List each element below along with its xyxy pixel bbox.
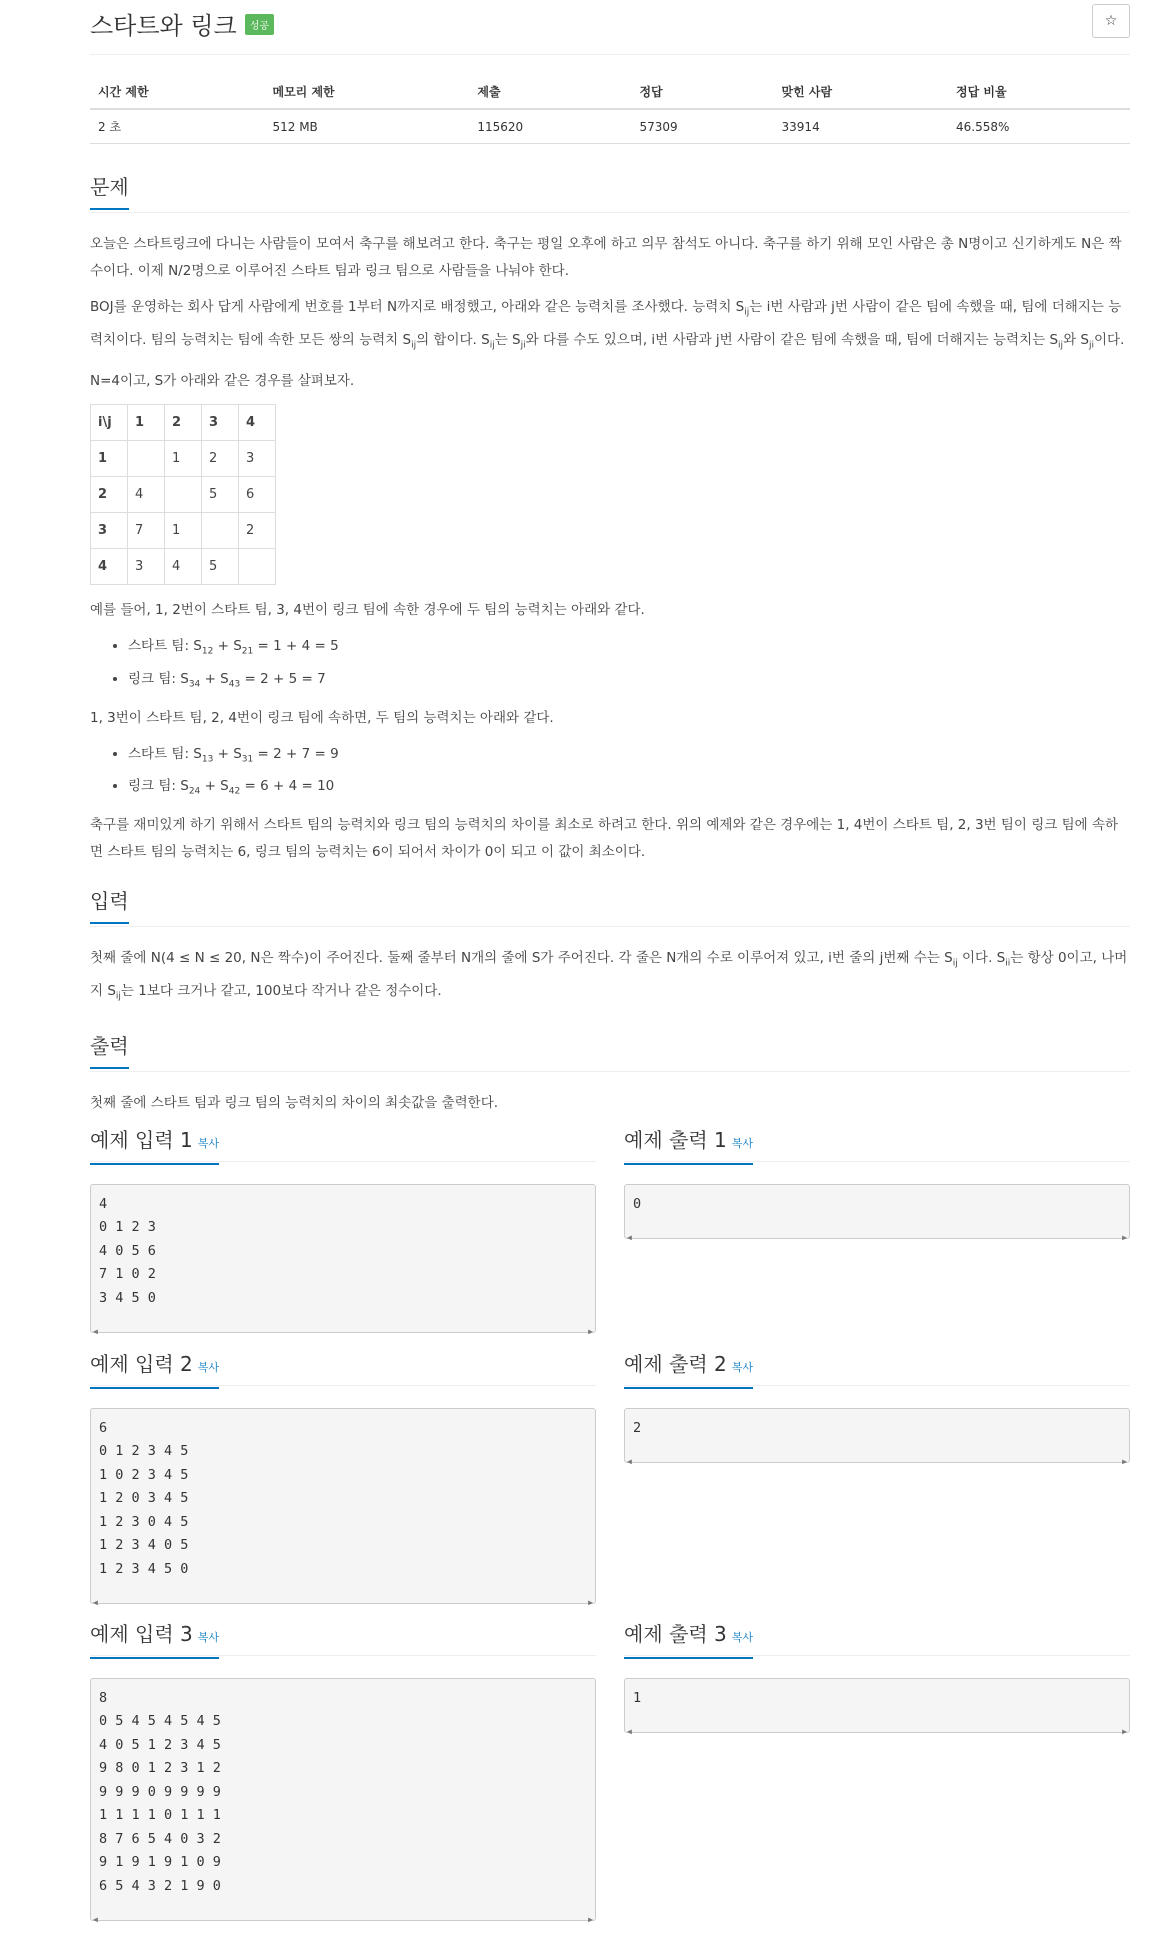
info-value: 46.558% bbox=[948, 109, 1130, 144]
sample-output-box[interactable] bbox=[624, 1184, 1130, 1240]
text: = 2 + 5 = 7 bbox=[240, 671, 326, 688]
table-cell: 2 bbox=[202, 441, 239, 477]
list-item bbox=[128, 633, 1130, 666]
problem-title: 스타트와 링크 bbox=[90, 12, 237, 40]
horizontal-scrollbar[interactable] bbox=[627, 1450, 1127, 1466]
table-cell: 1 bbox=[91, 441, 128, 477]
scroll-right-icon[interactable]: ▶ bbox=[1122, 1727, 1127, 1736]
table-cell: 1 bbox=[128, 405, 165, 441]
info-header: 시간 제한 bbox=[90, 75, 264, 109]
sample-data: 0 bbox=[633, 1195, 642, 1212]
paragraph bbox=[90, 294, 1130, 359]
copy-button[interactable]: 복사 bbox=[731, 1136, 753, 1150]
scroll-left-icon[interactable]: ◀ bbox=[93, 1915, 98, 1924]
sample-title-text: 예제 출력 1 bbox=[624, 1127, 727, 1152]
section-heading: 문제 bbox=[90, 174, 129, 210]
example-list bbox=[90, 633, 1130, 698]
scroll-right-icon[interactable]: ▶ bbox=[588, 1327, 593, 1336]
table-cell: 5 bbox=[202, 477, 239, 513]
table-cell bbox=[239, 549, 276, 585]
table-cell: 2 bbox=[239, 513, 276, 549]
sample-output-box[interactable] bbox=[624, 1408, 1130, 1464]
text: 와 S bbox=[1063, 331, 1089, 348]
text: + S bbox=[213, 745, 242, 762]
table-cell: 1 bbox=[165, 513, 202, 549]
subscript: ij bbox=[952, 958, 958, 969]
table-cell bbox=[165, 477, 202, 513]
sample-header bbox=[90, 1621, 596, 1656]
table-cell: 7 bbox=[128, 513, 165, 549]
sample-input-2 bbox=[90, 1351, 596, 1605]
subscript: ji bbox=[520, 340, 526, 351]
info-value[interactable]: 115620 bbox=[469, 109, 631, 144]
text: 링크 팀: S bbox=[128, 671, 189, 688]
sample-input-box[interactable] bbox=[90, 1408, 596, 1605]
subscript: ij bbox=[489, 340, 495, 351]
problem-info-table bbox=[90, 75, 1130, 144]
scroll-right-icon[interactable]: ▶ bbox=[588, 1598, 593, 1607]
table-cell: 4 bbox=[239, 405, 276, 441]
subscript: 42 bbox=[228, 787, 241, 798]
paragraph: 축구를 재미있게 하기 위해서 스타트 팀의 능력치와 링크 팀의 능력치의 차이를 최소로 하려고 한다. 위의 예제와 같은 경우에는 1, 4번이 스타트 팀, 2, 3번 팀이 링크 팀에 속하면 스타트 팀의 능력치는 6, 링크 팀의 능력치는 6이 되어서 차이가 0이 되고 이 값이 최소이다. bbox=[90, 817, 1119, 861]
horizontal-scrollbar[interactable] bbox=[93, 1320, 593, 1336]
text: 는 1보다 크거나 같고, 100보다 작거나 같은 정수이다. bbox=[120, 982, 442, 999]
info-header-row bbox=[90, 75, 1130, 109]
paragraph: 예를 들어, 1, 2번이 스타트 팀, 3, 4번이 링크 팀에 속한 경우에 두 팀의 능력치는 아래와 같다. bbox=[90, 602, 645, 619]
problem-description bbox=[90, 231, 1130, 866]
output-description bbox=[90, 1090, 1130, 1117]
sample-title bbox=[90, 1351, 219, 1389]
scroll-right-icon[interactable]: ▶ bbox=[1122, 1233, 1127, 1242]
sample-header bbox=[90, 1127, 596, 1162]
table-row bbox=[91, 477, 276, 513]
samples-area bbox=[90, 1127, 1130, 1947]
horizontal-scrollbar[interactable] bbox=[93, 1908, 593, 1924]
sample-input-box[interactable] bbox=[90, 1184, 596, 1334]
text: = 6 + 4 = 10 bbox=[240, 778, 335, 795]
ability-table bbox=[90, 404, 276, 585]
title-row bbox=[90, 0, 1130, 55]
sample-output-3 bbox=[624, 1621, 1130, 1734]
text: + S bbox=[213, 638, 242, 655]
info-header: 정답 비율 bbox=[948, 75, 1130, 109]
sample-header bbox=[624, 1621, 1130, 1656]
info-value[interactable]: 57309 bbox=[631, 109, 773, 144]
page-title bbox=[90, 6, 274, 41]
list-item bbox=[128, 773, 1130, 806]
table-row bbox=[91, 513, 276, 549]
problem-section-header bbox=[90, 172, 1130, 213]
text: 는 S bbox=[494, 331, 521, 348]
input-section-header bbox=[90, 886, 1130, 927]
subscript: ji bbox=[1088, 340, 1094, 351]
info-header: 맞힌 사람 bbox=[774, 75, 948, 109]
sample-output-box[interactable] bbox=[624, 1678, 1130, 1734]
table-cell: 3 bbox=[239, 441, 276, 477]
subscript: 13 bbox=[201, 754, 214, 765]
scroll-right-icon[interactable]: ▶ bbox=[1122, 1457, 1127, 1466]
subscript: ij bbox=[744, 307, 750, 318]
subscript: 31 bbox=[241, 754, 254, 765]
subscript: ij bbox=[411, 340, 417, 351]
table-cell: 4 bbox=[165, 549, 202, 585]
sample-data: 1 bbox=[633, 1689, 642, 1706]
section-heading: 출력 bbox=[90, 1033, 129, 1069]
info-value: 2 초 bbox=[90, 109, 264, 144]
paragraph: 오늘은 스타트링크에 다니는 사람들이 모여서 축구를 해보려고 한다. 축구는 평일 오후에 하고 의무 참석도 아니다. 축구를 하기 위해 모인 사람은 총 N명이고 신기하게도 N은 짝수이다. 이제 N/2명으로 이루어진 스타트 팀과 링크 팀으로 사람들을 나눠야 한다. bbox=[90, 236, 1122, 279]
sample-header bbox=[624, 1127, 1130, 1162]
text: 이다. bbox=[1093, 331, 1125, 348]
horizontal-scrollbar[interactable] bbox=[627, 1720, 1127, 1736]
list-item bbox=[128, 741, 1130, 774]
paragraph: 첫째 줄에 스타트 팀과 링크 팀의 능력치의 차이의 최솟값을 출력한다. bbox=[90, 1094, 499, 1111]
scroll-left-icon[interactable]: ◀ bbox=[93, 1598, 98, 1607]
table-cell bbox=[128, 441, 165, 477]
sample-data: 6 0 1 2 3 4 5 1 0 2 3 4 5 1 2 0 3 4 5 1 2 3 0 4 5 1 2 3 4 0 5 1 2 3 4 5 0 bbox=[99, 1419, 189, 1577]
table-cell: 4 bbox=[128, 477, 165, 513]
text: = 2 + 7 = 9 bbox=[253, 745, 339, 762]
table-cell: i\j bbox=[91, 405, 128, 441]
section-heading: 입력 bbox=[90, 888, 129, 924]
subscript: ii bbox=[1005, 958, 1011, 969]
text: 링크 팀: S bbox=[128, 778, 189, 795]
info-header: 제출 bbox=[469, 75, 631, 109]
sample-title-text: 예제 출력 2 bbox=[624, 1351, 727, 1376]
text: 의 합이다. S bbox=[416, 331, 490, 348]
text: 는 i번 사람과 j번 사람이 같은 팀에 속했을 때, 팀에 더해지는 능력치이다. 팀의 능력치는 팀에 속한 모든 쌍의 능력치 S bbox=[90, 299, 1122, 348]
text: 이다. S bbox=[957, 950, 1006, 967]
sample-output-2 bbox=[624, 1351, 1130, 1464]
table-cell: 3 bbox=[202, 405, 239, 441]
sample-data: 2 bbox=[633, 1419, 642, 1436]
table-row bbox=[91, 441, 276, 477]
scroll-right-icon[interactable]: ▶ bbox=[588, 1915, 593, 1924]
scroll-left-icon[interactable]: ◀ bbox=[627, 1727, 632, 1736]
sample-header bbox=[90, 1351, 596, 1386]
table-cell: 1 bbox=[165, 441, 202, 477]
scroll-left-icon[interactable]: ◀ bbox=[627, 1233, 632, 1242]
status-badge: 성공 bbox=[245, 14, 274, 35]
horizontal-scrollbar[interactable] bbox=[93, 1591, 593, 1607]
text: = 1 + 4 = 5 bbox=[253, 638, 339, 655]
subscript: ij bbox=[115, 991, 121, 1002]
info-header: 정답 bbox=[631, 75, 773, 109]
subscript: 43 bbox=[228, 679, 241, 690]
table-cell: 3 bbox=[91, 513, 128, 549]
sample-input-1 bbox=[90, 1127, 596, 1334]
subscript: ij bbox=[1058, 340, 1064, 351]
text: 와 다를 수도 있으며, i번 사람과 j번 사람이 같은 팀에 속했을 때, 팀에 더해지는 능력치는 S bbox=[525, 331, 1059, 348]
table-row bbox=[91, 549, 276, 585]
sample-title bbox=[624, 1127, 753, 1165]
scroll-left-icon[interactable]: ◀ bbox=[627, 1457, 632, 1466]
scroll-left-icon[interactable]: ◀ bbox=[93, 1327, 98, 1336]
info-value: 512 MB bbox=[264, 109, 469, 144]
input-description bbox=[90, 945, 1130, 1010]
list-item bbox=[128, 666, 1130, 699]
subscript: 24 bbox=[188, 787, 201, 798]
sample-header bbox=[624, 1351, 1130, 1386]
sample-input-box[interactable] bbox=[90, 1678, 596, 1922]
output-section-header bbox=[90, 1031, 1130, 1072]
info-value-row bbox=[90, 109, 1130, 144]
text: 스타트 팀: S bbox=[128, 638, 202, 655]
text: + S bbox=[200, 778, 229, 795]
sample-title-text: 예제 입력 1 bbox=[90, 1127, 193, 1152]
subscript: 34 bbox=[188, 679, 201, 690]
subscript: 12 bbox=[201, 647, 214, 658]
table-cell: 6 bbox=[239, 477, 276, 513]
copy-button[interactable]: 복사 bbox=[731, 1360, 753, 1374]
sample-data: 8 0 5 4 5 4 5 4 5 4 0 5 1 2 3 4 5 9 8 0 1 2 3 1 2 9 9 9 0 9 9 9 9 1 1 1 1 0 1 1 1 8 7 6 5 4 0 3 2 9 1 9 1 9 1 0 9 6 5 4 3 2 1 9 0 bbox=[99, 1689, 221, 1894]
table-cell: 2 bbox=[165, 405, 202, 441]
copy-button[interactable]: 복사 bbox=[197, 1136, 219, 1150]
copy-button[interactable]: 복사 bbox=[197, 1360, 219, 1374]
text: 스타트 팀: S bbox=[128, 745, 202, 762]
sample-title bbox=[624, 1351, 753, 1389]
sample-title bbox=[90, 1127, 219, 1165]
star-icon: ☆ bbox=[1104, 13, 1118, 29]
paragraph: N=4이고, S가 아래와 같은 경우를 살펴보자. bbox=[90, 373, 355, 390]
info-header: 메모리 제한 bbox=[264, 75, 469, 109]
example-list bbox=[90, 741, 1130, 806]
ability-header-row bbox=[91, 405, 276, 441]
sample-title bbox=[90, 1621, 219, 1659]
table-cell: 3 bbox=[128, 549, 165, 585]
table-cell: 5 bbox=[202, 549, 239, 585]
paragraph: 1, 3번이 스타트 팀, 2, 4번이 링크 팀에 속하면, 두 팀의 능력치는 아래와 같다. bbox=[90, 709, 554, 726]
table-cell: 4 bbox=[91, 549, 128, 585]
problem-page bbox=[90, 0, 1130, 1947]
copy-button[interactable]: 복사 bbox=[731, 1630, 753, 1644]
sample-input-3 bbox=[90, 1621, 596, 1922]
text: 는 항상 0이고, 나머지 S bbox=[90, 950, 1128, 999]
sample-title-text: 예제 입력 2 bbox=[90, 1351, 193, 1376]
table-cell bbox=[202, 513, 239, 549]
copy-button[interactable]: 복사 bbox=[197, 1630, 219, 1644]
table-cell: 2 bbox=[91, 477, 128, 513]
sample-title-text: 예제 출력 3 bbox=[624, 1621, 727, 1646]
sample-title bbox=[624, 1621, 753, 1659]
text: + S bbox=[200, 671, 229, 688]
sample-output-1 bbox=[624, 1127, 1130, 1240]
favorite-button[interactable] bbox=[1092, 4, 1130, 38]
sample-data: 4 0 1 2 3 4 0 5 6 7 1 0 2 3 4 5 0 bbox=[99, 1195, 156, 1306]
subscript: 21 bbox=[241, 647, 254, 658]
info-value[interactable]: 33914 bbox=[774, 109, 948, 144]
horizontal-scrollbar[interactable] bbox=[627, 1226, 1127, 1242]
sample-title-text: 예제 입력 3 bbox=[90, 1621, 193, 1646]
text: 첫째 줄에 N(4 ≤ N ≤ 20, N은 짝수)이 주어진다. 둘째 줄부터 N개의 줄에 S가 주어진다. 각 줄은 N개의 수로 이루어져 있고, i번 줄의 j번째 수는 S bbox=[90, 950, 953, 967]
text: BOJ를 운영하는 회사 답게 사람에게 번호를 1부터 N까지로 배정했고, 아래와 같은 능력치를 조사했다. 능력치 S bbox=[90, 299, 745, 315]
paragraph bbox=[90, 945, 1130, 1010]
